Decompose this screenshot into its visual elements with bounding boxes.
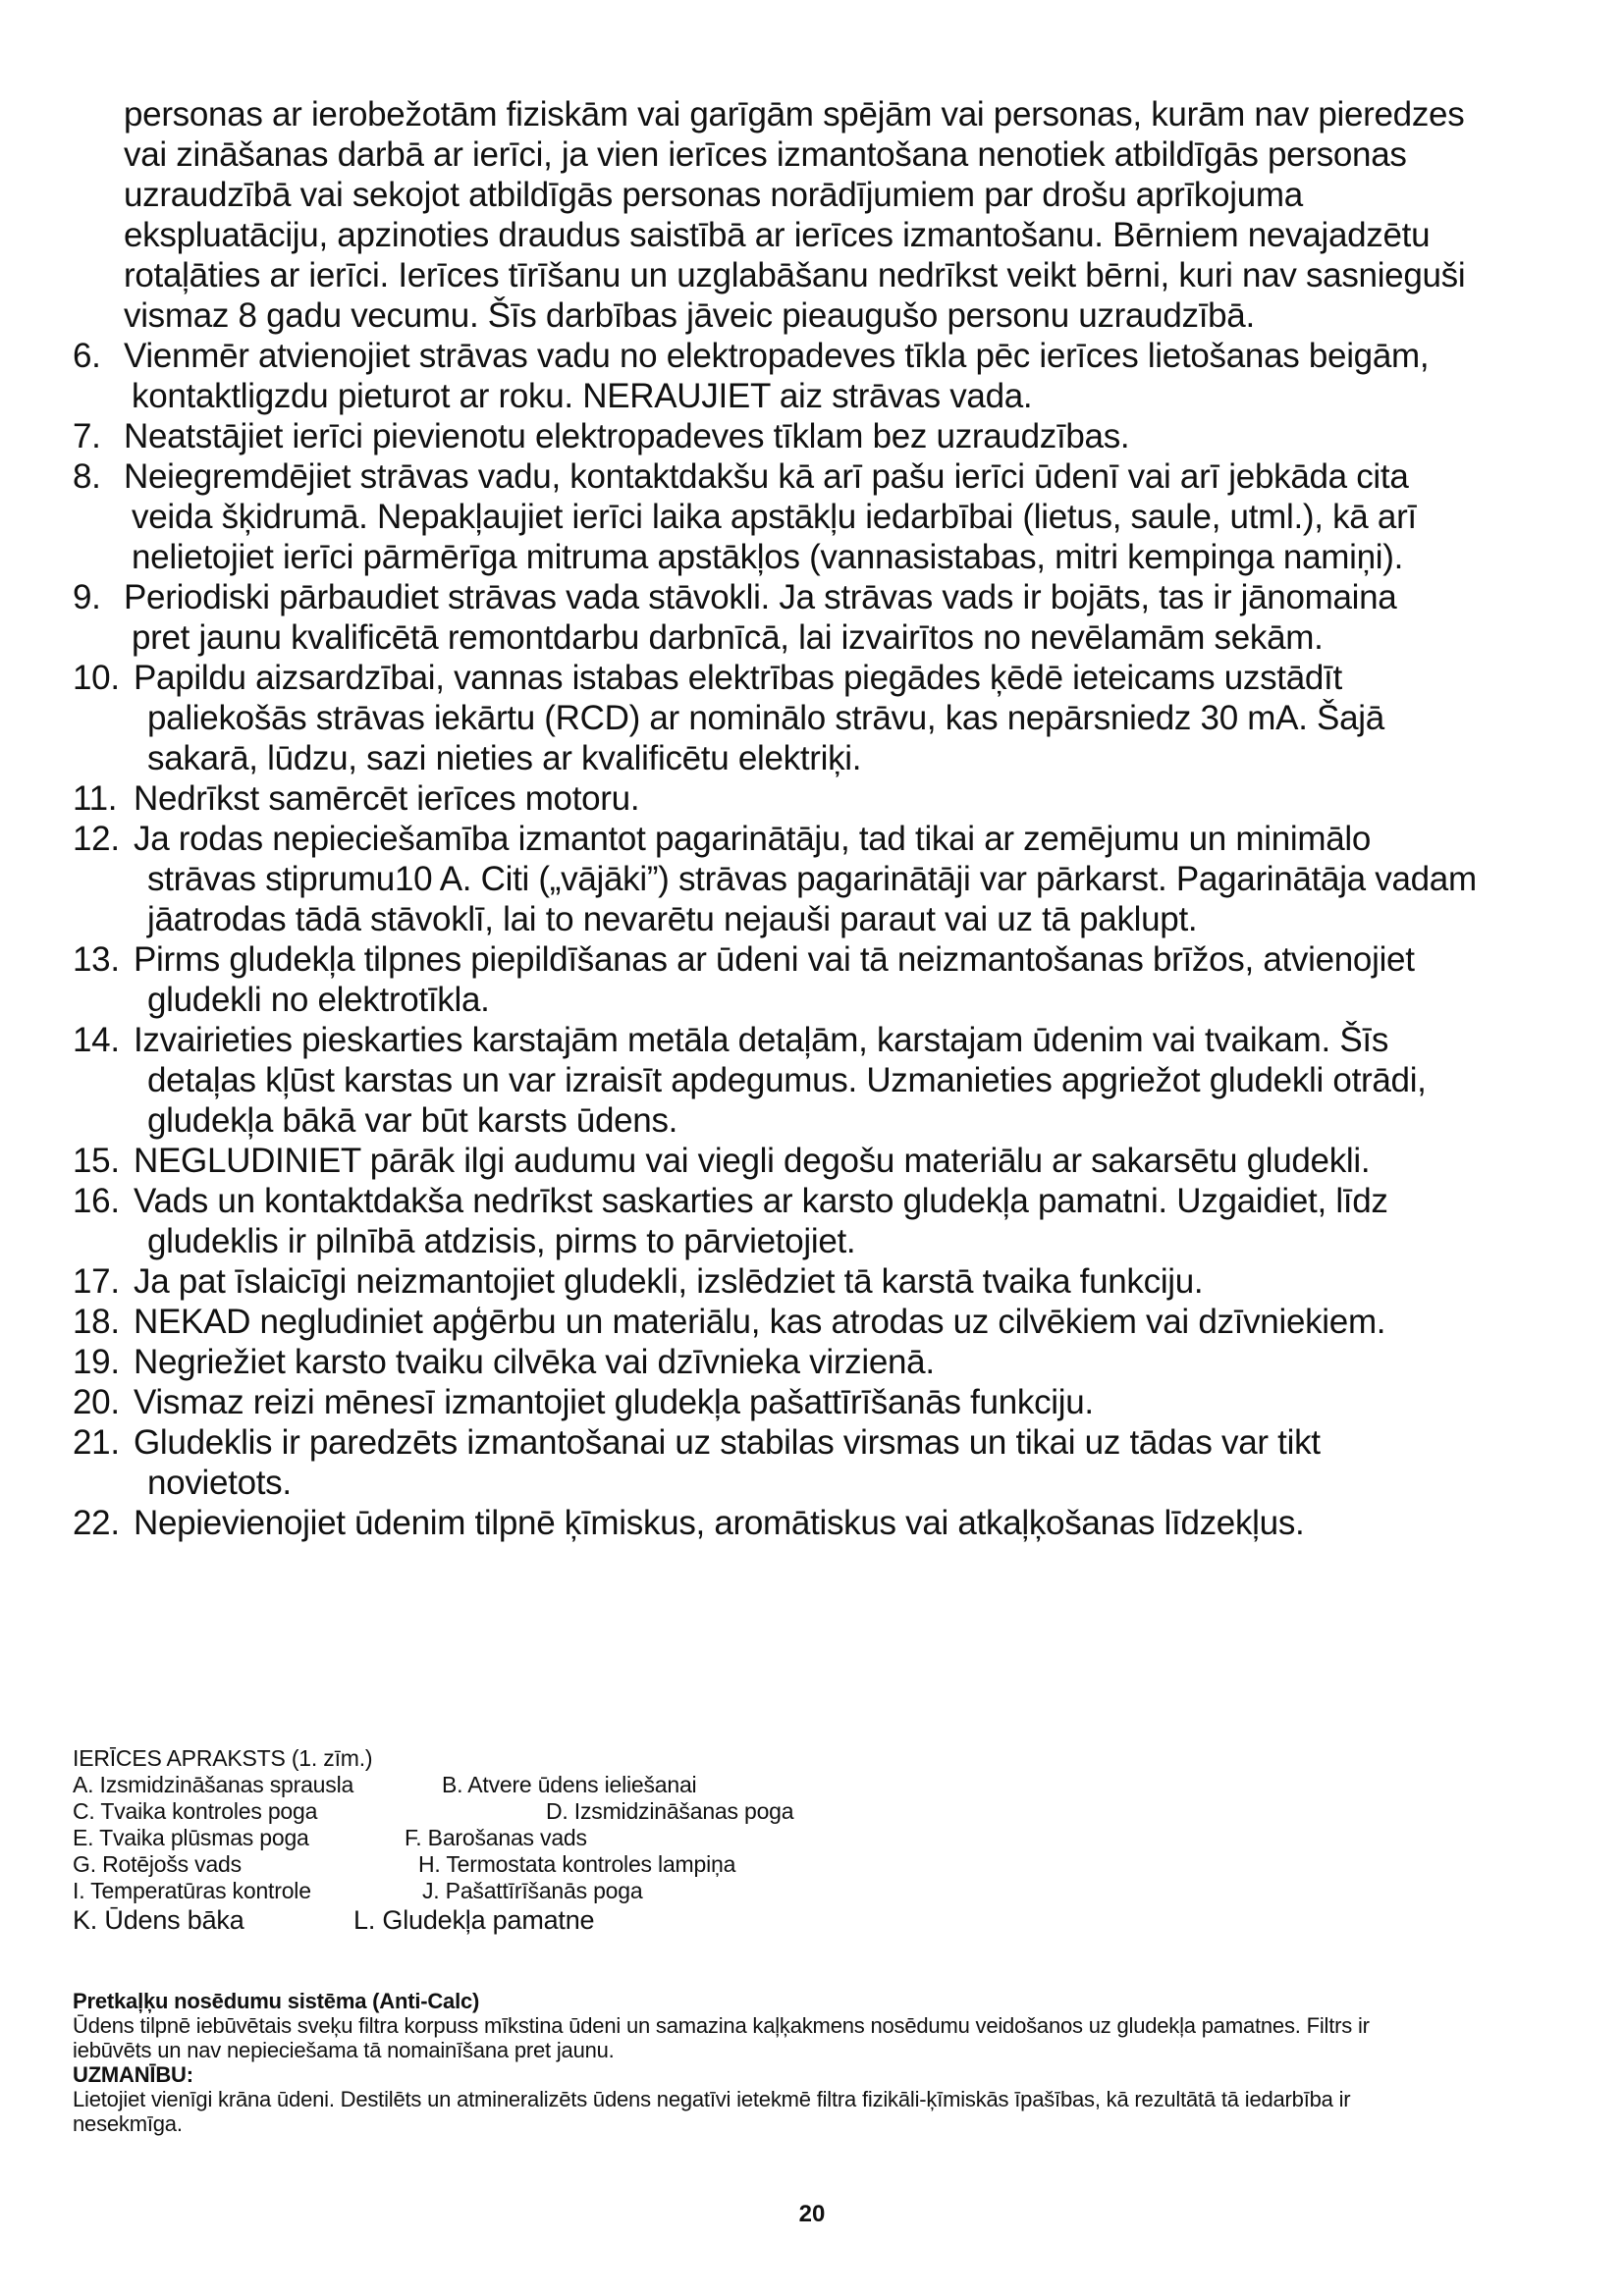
- item-number: 7.: [73, 417, 101, 455]
- item-line: Izvairieties pieskarties karstajām metāla detaļām, karstajam ūdenim vai tvaikam. Šīs: [134, 1021, 1389, 1059]
- item-line: sakarā, lūdzu, sazi nieties ar kvalificētu elektriķi.: [147, 739, 862, 777]
- item-line: gludekļa bākā var būt karsts ūdens.: [147, 1101, 678, 1140]
- instruction-item-13: [73, 939, 1555, 1020]
- instruction-item-6: [73, 336, 1555, 416]
- intro-line: personas ar ierobežotām fiziskām vai garīgām spējām vai personas, kurām nav pieredzes: [124, 95, 1465, 133]
- item-line: jāatrodas tādā stāvoklī, lai to nevarētu nejauši paraut vai uz tā paklupt.: [147, 900, 1198, 938]
- intro-line: vai zināšanas darbā ar ierīci, ja vien ierīces izmantošana nenotiek atbildīgās personas: [124, 135, 1407, 174]
- anti-calc-heading: Pretkaļķu nosēdumu sistēma (Anti-Calc): [73, 1989, 480, 2013]
- instruction-item-18: [73, 1302, 1555, 1342]
- item-line: Neatstājiet ierīci pievienotu elektropadeves tīklam bez uzraudzības.: [124, 417, 1130, 455]
- part-label: F. Barošanas vads: [405, 1825, 587, 1850]
- item-line: Ja rodas nepieciešamība izmantot pagarinātāju, tad tikai ar zemējumu un minimālo: [134, 820, 1371, 858]
- part-label: L. Gludekļa pamatne: [353, 1905, 595, 1935]
- item-number: 8.: [73, 457, 101, 496]
- part-label: G. Rotējošs vads: [73, 1851, 242, 1877]
- item-line: strāvas stiprumu10 A. Citi („vājāki”) strāvas pagarinātāji var pārkarst. Pagarinātāja vadam: [147, 860, 1477, 898]
- part-label: A. Izsmidzināšanas sprausla: [73, 1772, 354, 1797]
- item-number: 21.: [73, 1423, 120, 1462]
- instruction-item-16: [73, 1181, 1555, 1261]
- description-row: [73, 1772, 956, 1798]
- warning-line: Lietojiet vienīgi krāna ūdeni. Destilēts un atmineralizēts ūdens negatīvi ietekmē filtra fizikāli-ķīmiskās īpašības, kā rezultātā tā iedarbība ir: [73, 2087, 1351, 2111]
- instruction-item-8: [73, 456, 1555, 577]
- anti-calc-line: iebūvēts un nav nepieciešama tā nomainīšana pret jaunu.: [73, 2038, 615, 2062]
- description-row: [73, 1904, 956, 1936]
- item-number: 14.: [73, 1021, 120, 1059]
- item-line: kontaktligzdu pieturot ar roku. NERAUJIET aiz strāvas vada.: [132, 377, 1033, 415]
- instruction-item-10: [73, 658, 1555, 778]
- instruction-item-14: [73, 1020, 1555, 1141]
- item-number: 6.: [73, 337, 101, 375]
- part-label: D. Izsmidzināšanas poga: [546, 1798, 794, 1824]
- page-number: 20: [798, 2201, 826, 2227]
- item-number: 17.: [73, 1262, 120, 1301]
- description-row: [73, 1798, 956, 1825]
- part-label: E. Tvaika plūsmas poga: [73, 1825, 309, 1850]
- item-line: paliekošās strāvas iekārtu (RCD) ar nominālo strāvu, kas nepārsniedz 30 mA. Šajā: [147, 699, 1384, 737]
- item-line: NEKAD negludiniet apģērbu un materiālu, kas atrodas uz cilvēkiem vai dzīvniekiem.: [134, 1303, 1386, 1341]
- warning-text: [73, 2087, 1555, 2136]
- item-line: Periodiski pārbaudiet strāvas vada stāvokli. Ja strāvas vads ir bojāts, tas ir jānomaina: [124, 578, 1397, 616]
- item-line: detaļas kļūst karstas un var izraisīt apdegumus. Uzmanieties apgriežot gludekli otrādi,: [147, 1061, 1427, 1099]
- item-line: NEGLUDINIET pārāk ilgi audumu vai viegli degošu materiālu ar sakarsētu gludekli.: [134, 1142, 1371, 1180]
- part-label: H. Termostata kontroles lampiņa: [418, 1851, 736, 1877]
- instruction-item-7: [73, 416, 1555, 456]
- item-number: 11.: [73, 779, 118, 818]
- item-line: Vienmēr atvienojiet strāvas vadu no elektropadeves tīkla pēc ierīces lietošanas beigām,: [124, 337, 1430, 375]
- instruction-item-9: [73, 577, 1555, 658]
- item-number: 9.: [73, 578, 101, 616]
- anti-calc-text: [73, 2013, 1555, 2062]
- item-line: Negriežiet karsto tvaiku cilvēka vai dzīvnieka virzienā.: [134, 1343, 935, 1381]
- item-line: Papildu aizsardzībai, vannas istabas elektrības piegādes ķēdē ieteicams uzstādīt: [134, 659, 1342, 697]
- item-number: 18.: [73, 1303, 120, 1341]
- item-number: 10.: [73, 659, 120, 697]
- device-description: [73, 1745, 956, 1936]
- description-row: [73, 1851, 956, 1878]
- intro-line: ekspluatāciju, apzinoties draudus saistībā ar ierīces izmantošanu. Bērniem nevajadzētu: [124, 216, 1431, 254]
- item-line: Ja pat īslaicīgi neizmantojiet gludekli, izslēdziet tā karstā tvaika funkciju.: [134, 1262, 1204, 1301]
- intro-line: uzraudzībā vai sekojot atbildīgās personas norādījumiem par drošu aprīkojuma: [124, 176, 1303, 214]
- item-number: 20.: [73, 1383, 120, 1421]
- item-line: Nepievienojiet ūdenim tilpnē ķīmiskus, aromātiskus vai atkaļķošanas līdzekļus.: [134, 1504, 1305, 1542]
- description-row: [73, 1878, 956, 1904]
- item-number: 13.: [73, 940, 120, 979]
- item-number: 12.: [73, 820, 120, 858]
- intro-paragraph: [124, 94, 1555, 336]
- item-number: 22.: [73, 1504, 120, 1542]
- item-number: 16.: [73, 1182, 120, 1220]
- warning-heading: UZMANĪBU:: [73, 2062, 193, 2087]
- item-line: veida šķidrumā. Nepakļaujiet ierīci laika apstākļu iedarbībai (lietus, saule, utml.), kā arī: [132, 498, 1417, 536]
- description-title: IERĪCES APRAKSTS (1. zīm.): [73, 1745, 373, 1771]
- item-line: gludeklis ir pilnībā atdzisis, pirms to pārvietojiet.: [147, 1222, 856, 1260]
- part-label: C. Tvaika kontroles poga: [73, 1798, 318, 1824]
- description-row: [73, 1825, 956, 1851]
- instruction-item-17: [73, 1261, 1555, 1302]
- item-number: 19.: [73, 1343, 120, 1381]
- warning-line: nesekmīga.: [73, 2111, 183, 2136]
- item-line: Vismaz reizi mēnesī izmantojiet gludekļa pašattīrīšanās funkciju.: [134, 1383, 1094, 1421]
- item-line: novietots.: [147, 1464, 292, 1502]
- item-line: Pirms gludekļa tilpnes piepildīšanas ar ūdeni vai tā neizmantošanas brīžos, atvienojiet: [134, 940, 1415, 979]
- item-number: 15.: [73, 1142, 120, 1180]
- instruction-item-21: [73, 1422, 1555, 1503]
- instruction-item-20: [73, 1382, 1555, 1422]
- item-line: Vads un kontaktdakša nedrīkst saskarties ar karsto gludekļa pamatni. Uzgaidiet, līdz: [134, 1182, 1388, 1220]
- item-line: nelietojiet ierīci pārmērīga mitruma apstākļos (vannasistabas, mitri kempinga namiņi).: [132, 538, 1404, 576]
- part-label: B. Atvere ūdens ieliešanai: [442, 1772, 697, 1797]
- instruction-item-12: [73, 819, 1555, 939]
- part-label: J. Pašattīrīšanās poga: [422, 1878, 643, 1903]
- item-line: gludekli no elektrotīkla.: [147, 981, 490, 1019]
- instruction-item-11: [73, 778, 1555, 819]
- instruction-item-22: [73, 1503, 1555, 1543]
- intro-line: rotaļāties ar ierīci. Ierīces tīrīšanu un uzglabāšanu nedrīkst veikt bērni, kuri nav sasnieguši: [124, 256, 1466, 294]
- part-label: I. Temperatūras kontrole: [73, 1878, 311, 1903]
- item-line: Gludeklis ir paredzēts izmantošanai uz stabilas virsmas un tikai uz tādas var tikt: [134, 1423, 1321, 1462]
- item-line: pret jaunu kvalificētā remontdarbu darbnīcā, lai izvairītos no nevēlamām sekām.: [132, 618, 1324, 657]
- anti-calc-line: Ūdens tilpnē iebūvētais sveķu filtra korpuss mīkstina ūdeni un samazina kaļķakmens nosēdumu veidošanos uz gludekļa pamatnes. Filtrs ir: [73, 2013, 1370, 2038]
- item-line: Nedrīkst samērcēt ierīces motoru.: [134, 779, 640, 818]
- item-line: Neiegremdējiet strāvas vadu, kontaktdakšu kā arī pašu ierīci ūdenī vai arī jebkāda cita: [124, 457, 1409, 496]
- safety-instructions: [73, 94, 1555, 1543]
- intro-line: vismaz 8 gadu vecumu. Šīs darbības jāveic pieaugušo personu uzraudzībā.: [124, 296, 1255, 335]
- anti-calc-section: [73, 1989, 1555, 2136]
- instruction-item-19: [73, 1342, 1555, 1382]
- part-label: K. Ūdens bāka: [73, 1905, 244, 1935]
- instruction-item-15: [73, 1141, 1555, 1181]
